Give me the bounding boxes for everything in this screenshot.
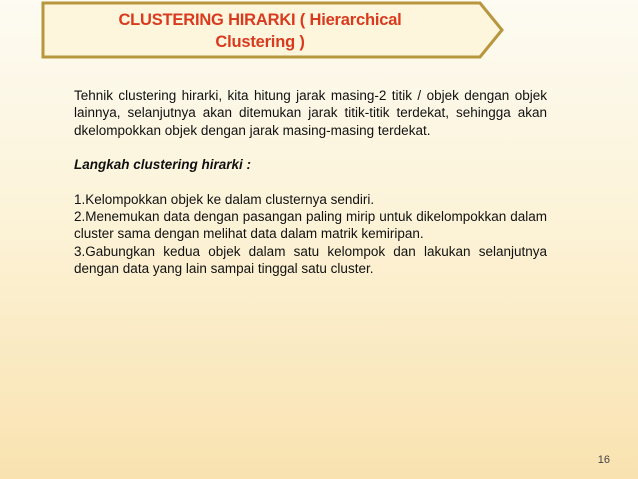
slide-title-line1: CLUSTERING HIRARKI ( Hierarchical — [118, 11, 402, 29]
slide-number: 16 — [597, 454, 610, 466]
step-item-2: 2.Menemukan data dengan pasangan paling mirip untuk dikelompokkan dalam cluster sama dengan melihat data dalam matrik kemiripan. — [74, 209, 547, 242]
intro-paragraph: Tehnik clustering hirarki, kita hitung jarak masing-2 titik / objek dengan objek lainnya, selanjutnya akan ditemukan jarak titik-titik terdekat, sehingga akan dkelompokkan objek dengan jarak masing-masing terdekat. — [74, 88, 547, 138]
slide-content — [74, 87, 547, 278]
slide-title — [40, 9, 480, 53]
title-banner — [40, 0, 505, 60]
step-item-3: 3.Gabungkan kedua objek dalam satu kelompok dan lakukan selanjutnya dengan data yang lain sampai tinggal satu cluster. — [74, 243, 547, 277]
step-item-1: 1.Kelompokkan objek ke dalam clusternya sendiri. — [74, 191, 375, 207]
steps-heading: Langkah clustering hirarki : — [74, 157, 252, 173]
slide-title-line2: Clustering ) — [215, 33, 305, 51]
